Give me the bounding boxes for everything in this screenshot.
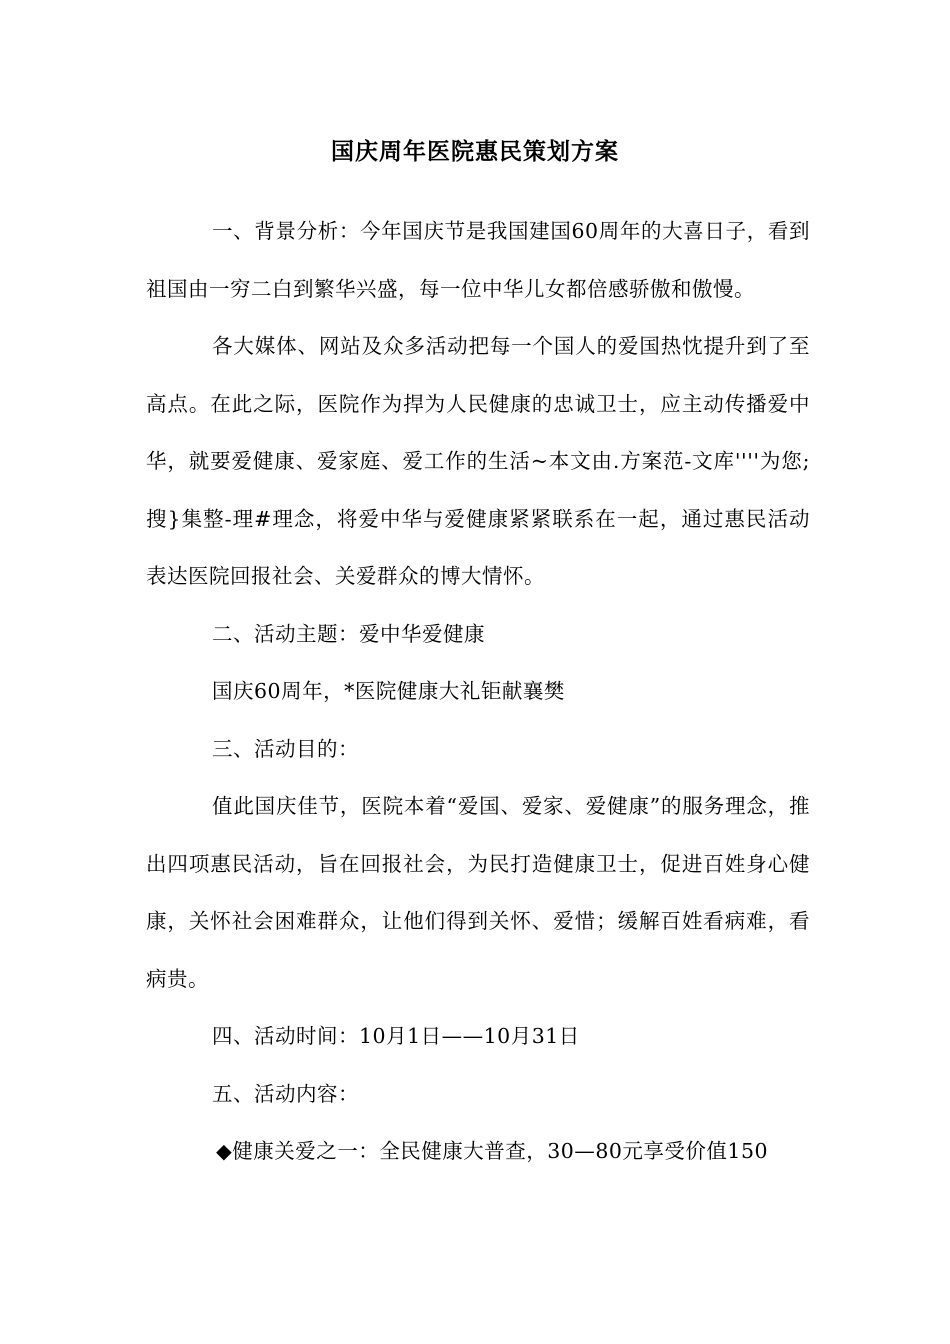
paragraph-time: 四、活动时间：10月1日——10月31日 [212,1024,580,1048]
paragraph-background: 一、背景分析：今年国庆节是我国建国60周年的大喜日子，看到祖国由一穷二白到繁华兴盛，每一位中华儿女都倍感骄傲和傲慢。 [146,219,810,301]
paragraph-purpose-heading: 三、活动目的： [212,736,359,761]
document-title: 国庆周年医院惠民策划方案 [331,138,619,165]
paragraph-slogan: 国庆60周年，*医院健康大礼钜献襄樊 [212,679,565,703]
paragraph-care-one: ◆健康关爱之一：全民健康大普查，30—80元享受价值150 [216,1139,769,1163]
paragraph-purpose: 值此国庆佳节，医院本着“爱国、爱家、爱健康”的服务理念，推出四项惠民活动，旨在回报社会，为民打造健康卫士，促进百姓身心健康，关怀社会困难群众，让他们得到关怀、爱惜；缓解百姓看病难，看病贵。 [146,794,810,991]
paragraph-media: 各大媒体、网站及众多活动把每一个国人的爱国热忱提升到了至高点。在此之际，医院作为捍为人民健康的忠诚卫士，应主动传播爱中华，就要爱健康、爱家庭、爱工作的生活~本文由.方案范-文库''''为您;搜}集整-理#理念，将爱中华与爱健康紧紧联系在一起，通过惠民活动表达医院回报社会、关爱群众的博大情怀。 [146,334,810,588]
paragraph-content-heading: 五、活动内容： [212,1081,359,1106]
document-body [146,203,810,1181]
paragraph-theme: 二、活动主题：爱中华爱健康 [212,621,485,646]
